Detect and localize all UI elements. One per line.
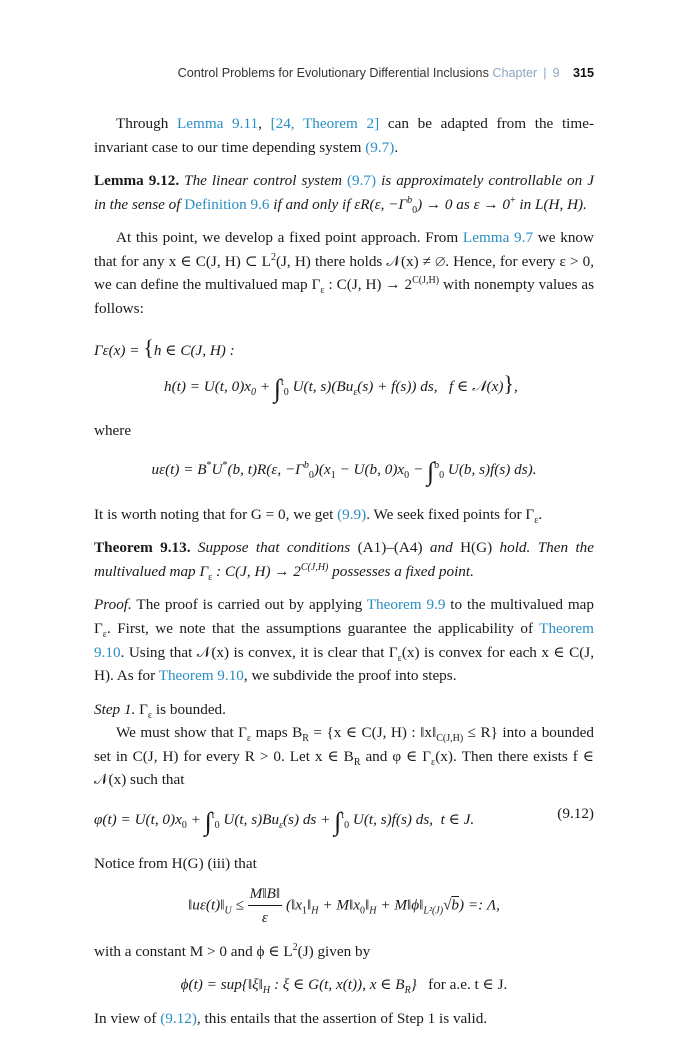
link-theorem-9-9[interactable]: Theorem 9.9 (366, 596, 446, 614)
proof-label: Proof. (94, 596, 132, 614)
running-header (148, 64, 594, 86)
paragraph-g-zero: It is worth noting that for G = 0, we get (9.9). We seek fixed points for $\Gamma_\varepsilon$. (94, 505, 543, 526)
link-eq-9-9[interactable]: (9.9) (337, 505, 367, 523)
theorem-label: Theorem 9.13. (94, 539, 191, 557)
page-body (94, 112, 594, 1041)
link-theorem-9-10-b[interactable]: Theorem 9.10 (158, 667, 244, 685)
link-lemma-9-11[interactable]: Lemma 9.11 (176, 115, 259, 132)
lemma-label: Lemma 9.12. (94, 172, 180, 190)
equation-number: (9.12) (557, 804, 594, 822)
link-definition-9-6[interactable]: Definition 9.6 (184, 195, 270, 213)
link-eq-9-12[interactable]: (9.12) (160, 1010, 197, 1028)
header-chapter-label: Chapter (492, 66, 538, 80)
paragraph-notice: Notice from H(G) (iii) that (94, 855, 257, 873)
paragraph-intro: Through Lemma 9.11, [24, Theorem 2] can be adapted from the time-invariant case to our time depending system (9.7). (94, 115, 595, 156)
equation-bound: $‖u\varepsilon(t)‖_U$ ≤ $\frac{M‖B‖}{\varepsilon}$ ($‖x_1‖_H$ + $M‖x_0‖_H$ + $M‖\phi‖_{L^2(J)}√b$) =: Λ, (94, 882, 594, 930)
header-separator: | (543, 66, 547, 80)
page-number: 315 (572, 66, 594, 80)
theorem-9-13: Theorem 9.13. Suppose that conditions (A1)–(A4) and H(G) hold. Then the multivalued map $\Gamma_\varepsilon$ : C(J, $H) \to 2^{C(J,H)}$ possesses a fixed point. (94, 539, 595, 583)
step-1-heading: Step 1. $\Gamma_\varepsilon$ is bounded. (94, 700, 226, 721)
link-eq-9-7[interactable]: (9.7) (365, 138, 395, 156)
equation-gamma-map: Γε(x) = {h ∈ C(J, H) : h(t) = U(t, $0)x_0 + \int^t_0$ U(t, $s)(Bu_\varepsilon(s) + f(s))$ ds, f ∈ 𝒩(x)}, (94, 334, 518, 403)
paragraph-constant: with a constant M > 0 and ϕ ∈ $L^2(J)$ given by (94, 941, 371, 960)
paragraph-bounded: We must show that $\Gamma_\varepsilon$ maps $B_R = \{x$ ∈ C(J, H) : $‖x‖_{C(J,H)} \le R$} into a bounded set in C(J, H) for every R > 0. Let x ∈ $B_R$ and φ ∈ $\Gamma_\varepsilon(x)$. Then there exists f ∈ 𝒩(x) such that (94, 724, 594, 789)
lemma-9-12: Lemma 9.12. The linear control system (9.7) is approximately controllable on J in the sense of Definition 9.6 if and only if εR(ε, $-\Gamma^b_0) \to 0$ as ε → 0+ in L(H, H). (94, 172, 594, 216)
where-label: where (94, 421, 132, 439)
paragraph-fixed-point: At this point, we develop a fixed point approach. From Lemma 9.7 we know that for any x ∈ C(J, H) ⊂ $L^2(J$, H) there holds 𝒩(x) ≠ ∅. Hence, for every ε > 0, we can define the multivalued map $\Gamma_\varepsilon$ : C(J, $H) \to 2^{C(J,H)}$ with nonempty values as follows: (94, 229, 594, 317)
proof-paragraph: Proof. The proof is carried out by applying Theorem 9.9 to the multivalued map $\Gamma_\varepsilon$. First, we note that the assumptions guarantee the applicability of Theorem 9.10. Using that 𝒩(x) is convex, it is clear that $\Gamma_\varepsilon(x)$ is convex for each x ∈ C(J, H). As for Theorem 9.10, we subdivide the proof into steps. (94, 596, 594, 685)
link-theorem-9-10[interactable]: Theorem 9.10 (94, 620, 594, 661)
equation-phi: $\phi(t) = sup\{‖\xi‖_H$ : ξ ∈ G(t, x(t)), x ∈ $B_R$} for a.e. t ∈ J. (180, 976, 508, 997)
link-eq-9-7-b[interactable]: (9.7) (346, 172, 377, 190)
header-chapter-number: 9 (552, 66, 560, 80)
link-ref-24[interactable]: [24, Theorem 2] (270, 115, 380, 132)
equation-control-u: uε(t) = B*U*(b, t)R(ε, $-\Gamma^b_0)(x_1 - U(b$, $0)x_0 - \int^b_0$ U(b, s)f(s) ds). (151, 457, 537, 487)
equation-9-12: φ(t) = U(t, $0)x_0 + \int^t_0$ U(t, $s)Bu_\varepsilon(s)$ ds + ∫$^t_0$ U(t, s)f(s) ds, t ∈ J. (9.12) (94, 802, 594, 842)
header-title: Control Problems for Evolutionary Differential Inclusions (177, 66, 489, 80)
paragraph-conclusion: In view of (9.12), this entails that the assertion of Step 1 is valid. (94, 1010, 488, 1028)
link-lemma-9-7[interactable]: Lemma 9.7 (462, 229, 534, 247)
